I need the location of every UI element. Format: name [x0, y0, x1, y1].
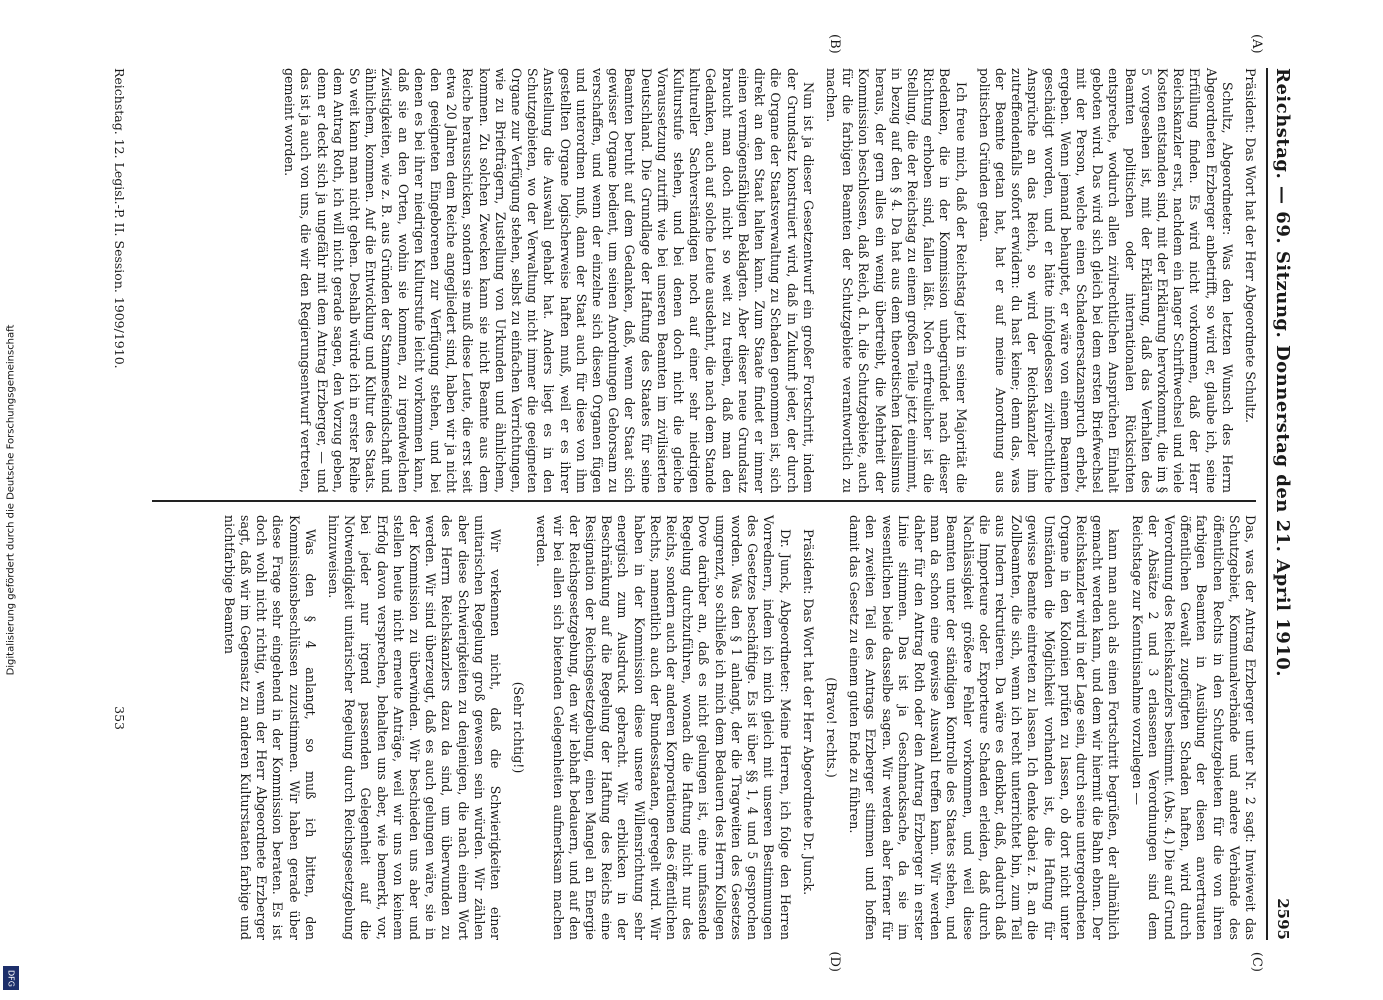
page-footer-session: Reichstag. 12. Legisl.-P. II. Session. 1909/1910.	[111, 68, 127, 369]
right-column	[142, 515, 1258, 940]
paragraph-schultz-3: Nun ist ja dieser Gesetzentwurf ein großer Fortschritt, indem der Grundsatz konstruiert wird, daß in Zukunft jeder, der durch die Organe der Staatsverwaltung zu Schaden genommen ist, sich direkt an den Staat halten kann. Zum Staate findet er immer einen vermögensfähigen Beklagten. Aber dieser neue Grundsatz braucht man doch nicht so weit zu treiben, daß man den Gedanken, auch auf solche Leute ausdehnt, die nach dem Stande kultureller Sachverständigen noch auf einer sehr niedrigen Kulturstufe stehen, und bei denen doch nicht die gleiche Voraussetzung zutrifft wie bei unseren Beamten im zivilisierten Deutschland. Die Grundlage der Haftung des Staates für seine Beamten beruht auf dem Gedanken, daß, wenn der Staat sich gewisser Organe bedient, um seinen Anordnungen Gehorsam zu verschaffen, und wenn der einzelne sich diesen Organen fügen und unterordnen muß, dann der Staat auch für diese von ihm gestellten Organe logischerweise haften muß, weil er es ihrer Anstellung die Auswahl gehabt hat. Anders liegt es in den Schutzgebieten, wo der Verwaltung nicht immer die geeigneten Organe zur Verfügung stehen, selbst zu einfachen Verrichtungen, wie zu Briefträgern, Zustellung von Urkunden und ähnlichem, kommen. Zu solchen Zwecken kann sie nicht Beamte aus dem Reiche herausschicken, sondern sie muß diese Leute, die erst seit etwa 20 Jahren dem Reiche angegliedert sind, haben wir ja nicht den geeigneten Eingeborenen zur Verfügung stehen, und bei denen es bei ihrer niedrigen Kulturstufe leicht vorkommen kann, daß sie an den Orten, wohin sie kommen, zu irgendwelchen Zwistigkeiten, wie z. B. aus Gründen der Stammesfeindschaft und ähnlichem, kommen. Auf die Entwicklung und Kultur des Staats. So weit kann man nicht gehen. Deshalb würde ich in erster Reihe dem Antrag Roth, ich will nicht gerade sagen, den Vorzug geben, denn er deckt sich ja ungefähr mit dem Antrag Erzberger, — und das ist ja auch von uns, die wir den Regierungsentwurf vertreten, gemeint worden.	[281, 68, 816, 493]
paragraph-junck-3: Was den § 4 anlangt, so muß ich bitten, den Kommissionsbeschlüssen zuzustimmen. Wir haben gerade über diese Frage sehr eingehend in der Kommission beraten. Es ist doch wohl nicht richtig, wenn der Herr Abgeordnete Erzberger sagt, daß wir im Gegensatz zu anderen Kulturstaaten farbige und nichtfarbige Beamten	[221, 515, 318, 940]
text-columns	[142, 68, 1258, 940]
digitization-credit-text: Digitalisierung gefördert durch die Deutsche Forschungsgemeinschaft	[5, 324, 17, 676]
margin-mark-a: (A)	[1248, 34, 1264, 54]
page-footer-number: 353	[111, 706, 127, 730]
digitization-credit	[0, 0, 22, 1000]
page-number: 2595	[1273, 898, 1292, 940]
dfg-logo-icon: DFG	[3, 966, 19, 990]
newspaper-page	[72, 20, 1312, 980]
page-header	[1266, 68, 1298, 940]
margin-mark-b: (B)	[826, 34, 842, 54]
paragraph-president-1: Präsident: Das Wort hat der Herr Abgeordnete Schultz.	[1242, 68, 1258, 423]
interjection-sehr-richtig: (Sehr richtig!)	[510, 681, 526, 774]
left-column	[142, 68, 1258, 493]
paragraph-president-2: Präsident: Das Wort hat der Herr Abgeordnete Dr. Junck.	[800, 529, 816, 896]
page-title: Reichstag. — 69. Sitzung. Donnerstag den 21. April 1910.	[1272, 68, 1293, 678]
paragraph-schultz-4: kann man auch als einen Fortschritt begrüßen, der allmählich gemacht werden kann, und dem wir hiermit die Bahn ebnen. Der Reichskanzler wird in der Lage sein, durch seine untergeordneten Organe in den Kolonien prüfen zu lassen, ob dort nicht unter Umständen die Möglichkeit vorhanden ist, die Haftung für gewisse Beamte eintreten zu lassen. Ich denke dabei z. B. an die Zollbeamten, die sich, wenn ich recht unterrichtet bin, zum Teil aus Indern rekrutieren. Da wäre es denkbar, daß, dadurch daß die Importeure oder Exporteure Schaden erleiden, daß durch Nachlässigkeit größere Fehler vorkommen, und weil diese Beamten unter der ständigen Kontrolle des Staates stehen, und man da schon eine gewisse Auswahl treffen kann. Wir werden daher für den Antrag Roth oder den Antrag Erzberger in erster Linie stimmen. Das ist ja Geschmacksache, da sie im wesentlichen beide dasselbe sagen. Wir werden aber ferner für den zweiten Teil des Antrags Erzberger stimmen und hoffen damit das Gesetz zu einem guten Ende zu führen.	[846, 515, 1121, 940]
rotated-page	[72, 20, 1312, 980]
interjection-bravo: (Bravo! rechts.)	[823, 677, 839, 778]
paragraph-schultz-1: Schultz, Abgeordneter: Was den letzten Wunsch des Herrn Abgeordneten Erzberger anbetrifft, so wird er, glaube ich, seine Erfüllung finden. Es wird nicht vorkommen, daß der Herr Reichskanzler erst, nachdem ein langer Schriftwechsel und viele Kosten entstanden sind, mit der Erklärung hervorkommt, die im § 5 vorgesehen ist, mit der Erklärung, daß das Verhalten des Beamten politischen oder internationalen Rücksichten entspreche, wodurch allen zivilrechtlichen Ansprüchen Einhalt geboten wird. Das wird sich gleich bei dem ersten Briefwechsel mit der Person, welche einen Schadenersatzanspruch erhebt, ergeben. Wenn jemand behauptet, er wäre von einem Beamten geschädigt worden, und er hätte infolgedessen zivilrechtliche Ansprüche an das Reich, so wird der Reichskanzler ihm zutreffendenfalls sofort erwidern: du hast keine; denn das, was der Beamte getan hat, hat er auf meine Anordnung aus politischen Gründen getan.	[976, 68, 1235, 493]
margin-mark-d: (D)	[826, 951, 842, 972]
paragraph-junck-1: Dr. Junck, Abgeordneter: Meine Herren, ich folge den Herren Vorrednern, indem ich mich gleich mit unseren Bestimmungen des Gesetzes beschäftige. Es ist über §§ 1, 4 und 5 gesprochen worden. Was den § 1 anlangt, der die Tragweiten des Gesetzes umgrenzt, so schließe ich mich dem Bedauern des Herrn Kollegen Dove darüber an, daß es nicht gelungen ist, eine umfassende Regelung durchzuführen, wonach die Haftung nicht nur des Reichs, sondern auch der anderen Korporationen des öffentlichen Rechts, namentlich auch der Bundesstaaten, geregelt wird. Wir haben in der Kommission diese unsere Willensrichtung sehr energisch zum Ausdruck gebracht. Wir erblicken in der Beschränkung auf die Regelung der Haftung des Reichs eine Resignation der Reichsgesetzgebung, einen Mangel an Energie der Reichsgesetzgebung, den wir lebhaft bedauern, und auf den wir bei allen sich bietenden Gelegenheiten aufmerksam machen werden.	[533, 515, 793, 940]
paragraph-junck-2: Wir verkennen nicht, daß die Schwierigkeiten einer unitarischen Regelung groß gewesen sein würden. Wir zählen aber diese Schwierigkeiten zu denjenigen, die nach einem Wort des Herrn Reichskanzlers dazu da sind, um überwunden zu werden. Wir sind überzeugt, daß es auch gelungen wäre, sie in der Kommission zu überwinden. Wir beschieden uns aber und stellen heute nicht erneute Anträge, weil wir uns von keinem Erfolg davon versprechen, behalten uns aber, wie bemerkt, vor, bei jeder nur irgend passenden Gelegenheit auf die Notwendigkeit unitarischer Regelung durch Reichsgesetzgebung hinzuweisen.	[325, 515, 503, 940]
margin-mark-c: (C)	[1248, 951, 1264, 972]
paragraph-erzberger-quote: Das, was der Antrag Erzberger unter Nr. 2 sagt: Inwieweit das Schutzgebiet, Kommunalverbände und andere Verbände des öffentlichen Rechts in den Schutzgebieten für die von ihren farbigen Beamten in Ausübung der diesen anvertrauten öffentlichen Gewalt zugefügten Schaden haften, wird durch Verordnung des Reichskanzlers bestimmt. (Abs. 4.) Die auf Grund der Absätze 2 und 3 erlassenen Verordnungen sind dem Reichstage zur Kenntnisnahme vorzulegen —	[1129, 515, 1258, 940]
paragraph-schultz-2: Ich freue mich, daß der Reichstag jetzt in seiner Majorität die Bedenken, die in der Kommission unbegründet nach dieser Richtung erhoben sind, fallen läßt. Noch erfreulicher ist die Stellung, die der Reichstag zu einem großen Teile jetzt einnimmt, in bezug auf den § 4. Da hat aus dem theoretischen Idealismus heraus, der gern alles ein wenig übertreibt, die Mehrheit der Kommission beschlossen, daß Reich, d. h. die Schutzgebiete, auch für die farbigen Beamten der Schutzgebiete verantwortlich zu machen.	[823, 68, 969, 493]
